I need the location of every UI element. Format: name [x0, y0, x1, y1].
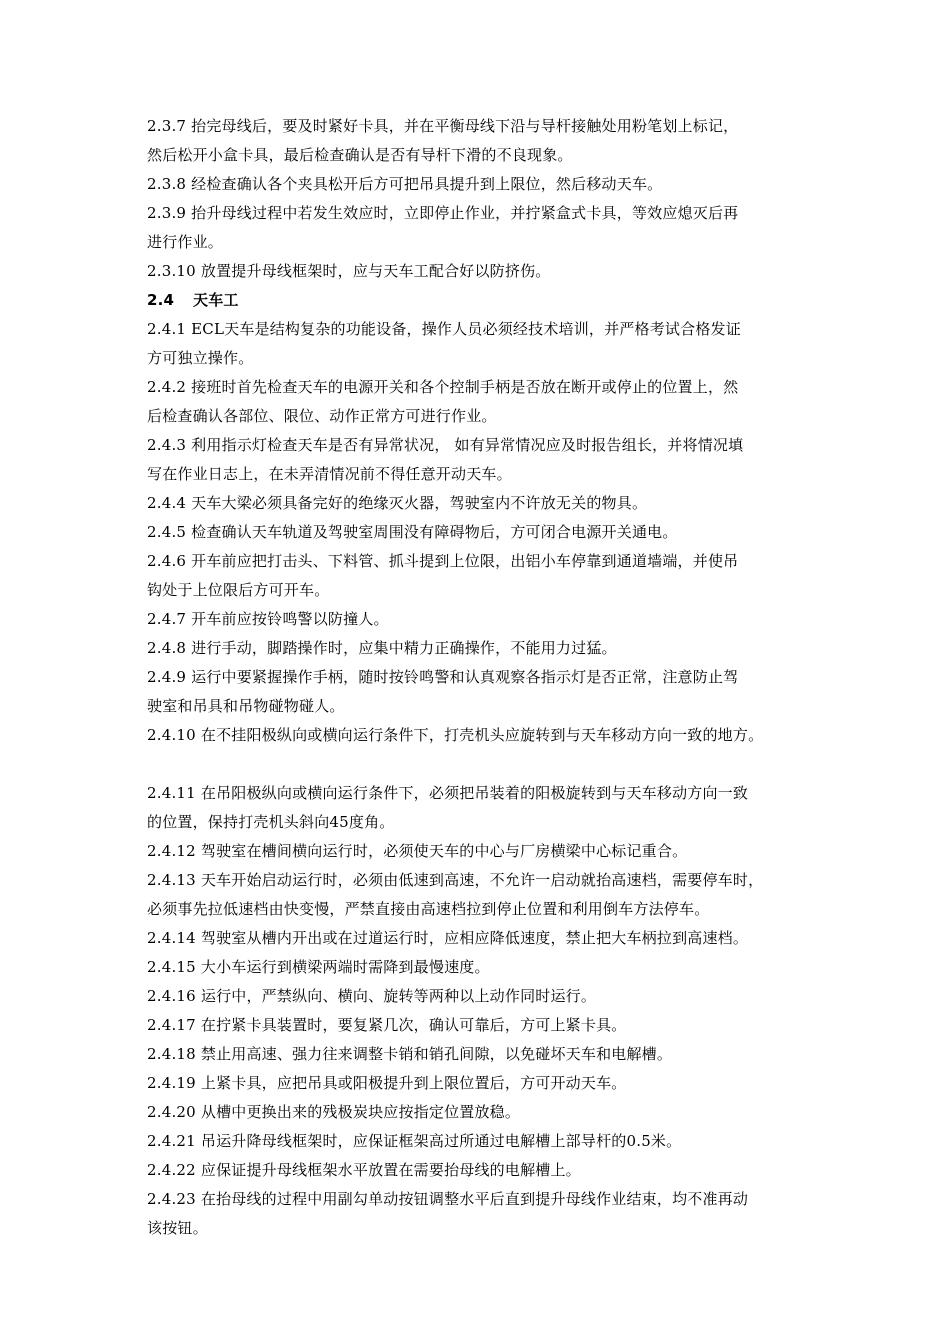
text-line: 2.4.3 利用指示灯检查天车是否有异常状况， 如有异常情况应及时报告组长，并将情况填 — [147, 436, 744, 454]
text-line: 进行作业。 — [147, 233, 224, 251]
text-line: 方可独立操作。 — [147, 349, 254, 367]
text-line: 2.4.19 上紧卡具，应把吊具或阳极提升到上限位置后，方可开动天车。 — [147, 1074, 627, 1092]
text-line: 2.4.15 大小车运行到横梁两端时需降到最慢速度。 — [147, 958, 490, 976]
text-line: 2.3.7 抬完母线后，要及时紧好卡具，并在平衡母线下沿与导杆接触处用粉笔划上标记， — [147, 117, 739, 135]
text-line: 2.4.4 天车大梁必须具备完好的绝缘灭火器，驾驶室内不许放无关的物具。 — [147, 494, 648, 512]
text-line: 2.4.5 检查确认天车轨道及驾驶室周围没有障碍物后，方可闭合电源开关通电。 — [147, 523, 678, 541]
text-line: 2.4.13 天车开始启动运行时，必须由低速到高速，不允许一启动就抬高速档，需要停车时， — [147, 871, 764, 889]
blank-line — [147, 750, 827, 779]
text-line: 2.4.10 在不挂阳极纵向或横向运行条件下，打壳机头应旋转到与天车移动方向一致的地方。 — [147, 726, 764, 744]
text-line: 写在作业日志上，在未弄清情况前不得任意开动天车。 — [147, 465, 512, 483]
text-line: 2.4.6 开车前应把打击头、下料管、抓斗提到上位限，出铝小车停靠到通道墙端，并使吊 — [147, 552, 739, 570]
section-title: 天车工 — [193, 291, 239, 309]
text-line: 必须事先拉低速档由快变慢，严禁直接由高速档拉到停止位置和利用倒车方法停车。 — [147, 900, 710, 918]
text-line: 2.4.2 接班时首先检查天车的电源开关和各个控制手柄是否放在断开或停止的位置上，然 — [147, 378, 739, 396]
text-line: 后检查确认各部位、限位、动作正常方可进行作业。 — [147, 407, 497, 425]
text-line: 2.4.1 ECL天车是结构复杂的功能设备，操作人员必须经技术培训，并严格考试合格发证 — [147, 320, 741, 338]
text-line: 该按钮。 — [147, 1219, 208, 1237]
text-line: 2.3.9 抬升母线过程中若发生效应时，立即停止作业，并拧紧盒式卡具，等效应熄灭后再 — [147, 204, 739, 222]
text-line: 2.4.16 运行中，严禁纵向、横向、旋转等两种以上动作同时运行。 — [147, 987, 597, 1005]
text-line: 2.4.9 运行中要紧握操作手柄，随时按铃鸣警和认真观察各指示灯是否正常，注意防止驾 — [147, 668, 739, 686]
section-heading — [147, 286, 827, 315]
text-line: 然后松开小盒卡具，最后检查确认是否有导杆下滑的不良现象。 — [147, 146, 573, 164]
text-line: 2.4.21 吊运升降母线框架时，应保证框架高过所通过电解槽上部导杆的0.5米。 — [147, 1132, 682, 1150]
text-line: 钩处于上位限后方可开车。 — [147, 581, 330, 599]
text-line: 2.4.7 开车前应按铃鸣警以防撞人。 — [147, 610, 389, 628]
text-line: 2.4.8 进行手动，脚踏操作时，应集中精力正确操作，不能用力过猛。 — [147, 639, 617, 657]
text-line: 2.4.17 在拧紧卡具装置时，要复紧几次，确认可靠后，方可上紧卡具。 — [147, 1016, 627, 1034]
text-line: 2.4.20 从槽中更换出来的残极炭块应按指定位置放稳。 — [147, 1103, 521, 1121]
text-line: 2.4.14 驾驶室从槽内开出或在过道运行时，应相应降低速度，禁止把大车柄拉到高速档。 — [147, 929, 749, 947]
text-line: 2.3.10 放置提升母线框架时，应与天车工配合好以防挤伤。 — [147, 262, 551, 280]
text-line: 2.4.11 在吊阳极纵向或横向运行条件下，必须把吊装着的阳极旋转到与天车移动方向一致 — [147, 784, 749, 802]
text-line: 2.4.18 禁止用高速、强力往来调整卡销和销孔间隙，以免碰坏天车和电解槽。 — [147, 1045, 673, 1063]
text-line: 2.4.22 应保证提升母线框架水平放置在需要抬母线的电解槽上。 — [147, 1161, 581, 1179]
document-body — [147, 112, 827, 1243]
text-line: 2.3.8 经检查确认各个夹具松开后方可把吊具提升到上限位，然后移动天车。 — [147, 175, 663, 193]
text-line: 2.4.23 在抬母线的过程中用副勾单动按钮调整水平后直到提升母线作业结束，均不准再动 — [147, 1190, 749, 1208]
text-line: 驶室和吊具和吊物碰物碰人。 — [147, 697, 345, 715]
section-number: 2.4 — [147, 291, 175, 309]
text-line: 2.4.12 驾驶室在槽间横向运行时，必须使天车的中心与厂房横梁中心标记重合。 — [147, 842, 688, 860]
text-line: 的位置，保持打壳机头斜向45度角。 — [147, 813, 395, 831]
